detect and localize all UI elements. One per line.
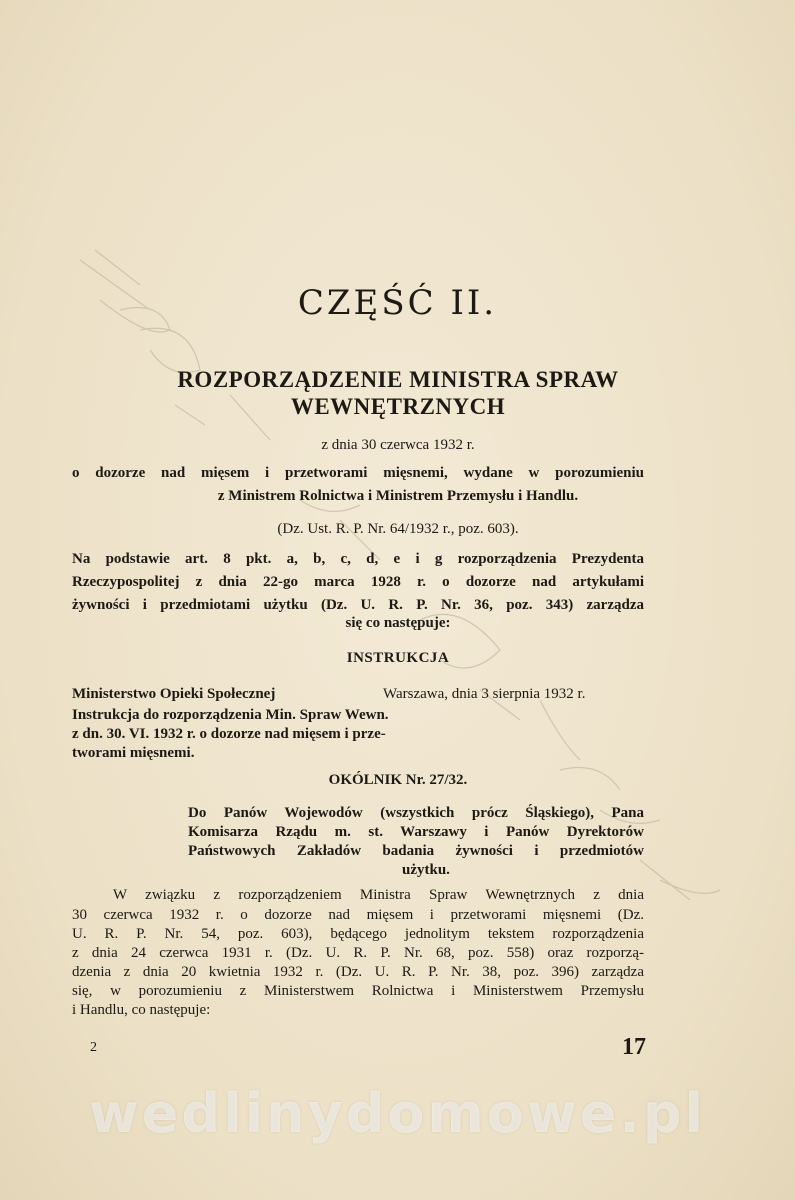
preamble-line-1: Na podstawie art. 8 pkt. a, b, c, d, e i g rozporządzenia Prezydenta — [72, 551, 644, 567]
regulation-heading-line-1: ROZPORZĄDZENIE MINISTRA SPRAW — [177, 367, 619, 392]
body-line-5: dzenia z dnia 20 kwietnia 1932 r. (Dz. U. R. P. Nr. 38, poz. 396) zarządza — [72, 964, 644, 980]
legal-reference: (Dz. Ust. R. P. Nr. 64/1932 r., poz. 603). — [277, 521, 519, 537]
date-line: z dnia 30 czerwca 1932 r. — [321, 437, 475, 453]
signature-mark: 2 — [90, 1040, 97, 1055]
preamble-line-3: żywności i przedmiotami użytku (Dz. U. R. P. Nr. 36, poz. 343) zarządza — [72, 597, 644, 613]
body-line-2: 30 czerwca 1932 r. o dozorze nad mięsem i przetworami mięsnemi (Dz. — [72, 907, 644, 923]
ministry-block-line-2: Instrukcja do rozporządzenia Min. Spraw Wewn. — [72, 707, 389, 723]
preamble-line-4: się co następuje: — [345, 615, 451, 631]
body-line-4: z dnia 24 czerwca 1931 r. (Dz. U. R. P. Nr. 68, poz. 558) oraz rozporzą- — [72, 945, 644, 961]
page-number: 17 — [622, 1034, 646, 1060]
body-line-7: i Handlu, co następuje: — [72, 1002, 211, 1018]
addressee-line-1: Do Panów Wojewodów (wszystkich prócz Śląskiego), Pana — [188, 805, 644, 821]
ministry-name: Ministerstwo Opieki Społecznej — [72, 686, 276, 702]
subject-line-1: o dozorze nad mięsem i przetworami mięsnemi, wydane w porozumieniu — [72, 465, 644, 481]
addressee-line-4: użytku. — [402, 862, 450, 878]
body-line-3: U. R. P. Nr. 54, poz. 603), będącego jednolitym tekstem rozporządzenia — [72, 926, 644, 942]
site-watermark: wedlinydomowe.pl — [88, 1082, 707, 1145]
place-and-date: Warszawa, dnia 3 sierpnia 1932 r. — [383, 686, 586, 702]
addressee-line-2: Komisarza Rządu m. st. Warszawy i Panów Dyrektorów — [188, 824, 644, 840]
addressee-line-3: Państwowych Zakładów badania żywności i przedmiotów — [188, 843, 644, 859]
circular-heading: OKÓLNIK Nr. 27/32. — [328, 772, 468, 788]
ministry-block-line-3: z dn. 30. VI. 1932 r. o dozorze nad mięsem i prze- — [72, 726, 386, 742]
part-title: CZĘŚĆ II. — [297, 283, 498, 323]
instruction-heading: INSTRUKCJA — [346, 650, 450, 666]
regulation-heading-line-2: WEWNĘTRZNYCH — [290, 394, 506, 419]
ministry-block-line-4: tworami mięsnemi. — [72, 745, 195, 761]
preamble-line-2: Rzeczypospolitej z dnia 22-go marca 1928 r. o dozorze nad artykułami — [72, 574, 644, 590]
subject-line-2: z Ministrem Rolnictwa i Ministrem Przemysłu i Handlu. — [217, 488, 579, 504]
body-line-6: się, w porozumieniu z Ministerstwem Rolnictwa i Ministerstwem Przemysłu — [72, 983, 644, 999]
body-line-1: W związku z rozporządzeniem Ministra Spraw Wewnętrznych z dnia — [113, 887, 644, 903]
